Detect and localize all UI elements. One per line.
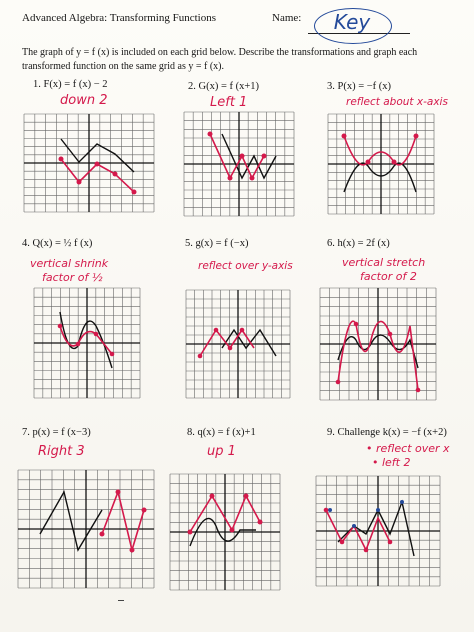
original-curve (222, 330, 276, 356)
answer-3: reflect about x-axis (346, 96, 448, 108)
graph-grid (186, 290, 290, 398)
graph-grid (328, 114, 434, 214)
graph-1 (24, 114, 154, 212)
graph-grid (170, 474, 280, 590)
original-curve (60, 312, 112, 368)
instructions-line-2: transformed function on the same grid as y = f (x). (22, 61, 224, 72)
graph-grid (24, 114, 154, 212)
problem-2-label: 2. G(x) = f (x+1) (188, 81, 260, 92)
original-curve (338, 502, 414, 556)
graph-4 (34, 288, 140, 398)
graph-grid (18, 470, 154, 588)
instructions (22, 46, 452, 74)
problem-5-label: 5. g(x) = f (−x) (185, 238, 249, 249)
graph-grid (316, 476, 440, 586)
answer-6-line-2: factor of 2 (360, 270, 417, 283)
answer-7: Right 3 (38, 444, 85, 459)
worksheet-title: Advanced Algebra: Transforming Functions (22, 12, 217, 24)
graph-8 (170, 474, 280, 590)
graph-5 (186, 290, 290, 398)
original-curve (61, 139, 134, 172)
graph-9 (316, 476, 440, 586)
problem-1-label: 1. F(x) = f (x) − 2 (33, 79, 108, 90)
name-label: Name: (272, 12, 302, 24)
answer-9-line-2: • left 2 (372, 456, 411, 469)
graph-7 (18, 470, 154, 588)
answer-5: reflect over y-axis (198, 260, 293, 272)
graph-grid (34, 288, 140, 398)
instructions-line-1: The graph of y = f (x) is included on each grid below. Describe the transformations and graph each (22, 47, 418, 58)
graph-2 (184, 112, 294, 216)
problem-4-label: 4. Q(x) = ½ f (x) (22, 238, 93, 249)
answer-6-line-1: vertical stretch (342, 256, 426, 269)
graph-6 (320, 288, 436, 400)
transformed-curve (210, 134, 264, 178)
problem-9-label: 9. Challenge k(x) = −f (x+2) (327, 427, 447, 438)
name-value: Key (333, 10, 371, 34)
graph-3 (328, 114, 434, 214)
answer-4-line-2: factor of ½ (42, 271, 103, 284)
transformed-curve (102, 492, 144, 550)
graph-grid (184, 112, 294, 216)
problem-8-label: 8. q(x) = f (x)+1 (187, 427, 256, 438)
problem-3-label: 3. P(x) = −f (x) (327, 81, 392, 92)
transformed-curve (200, 330, 254, 356)
answer-2: Left 1 (210, 95, 248, 110)
answer-8: up 1 (207, 444, 236, 459)
problem-7-label: 7. p(x) = f (x−3) (22, 427, 91, 438)
transformed-curve (60, 326, 112, 354)
answer-9-line-1: • reflect over x (366, 442, 450, 455)
original-curve (40, 492, 102, 550)
answer-4-line-1: vertical shrink (30, 257, 109, 270)
problem-6-label: 6. h(x) = 2f (x) (327, 238, 390, 249)
answer-1: down 2 (60, 93, 108, 108)
paper-speck (118, 600, 124, 601)
